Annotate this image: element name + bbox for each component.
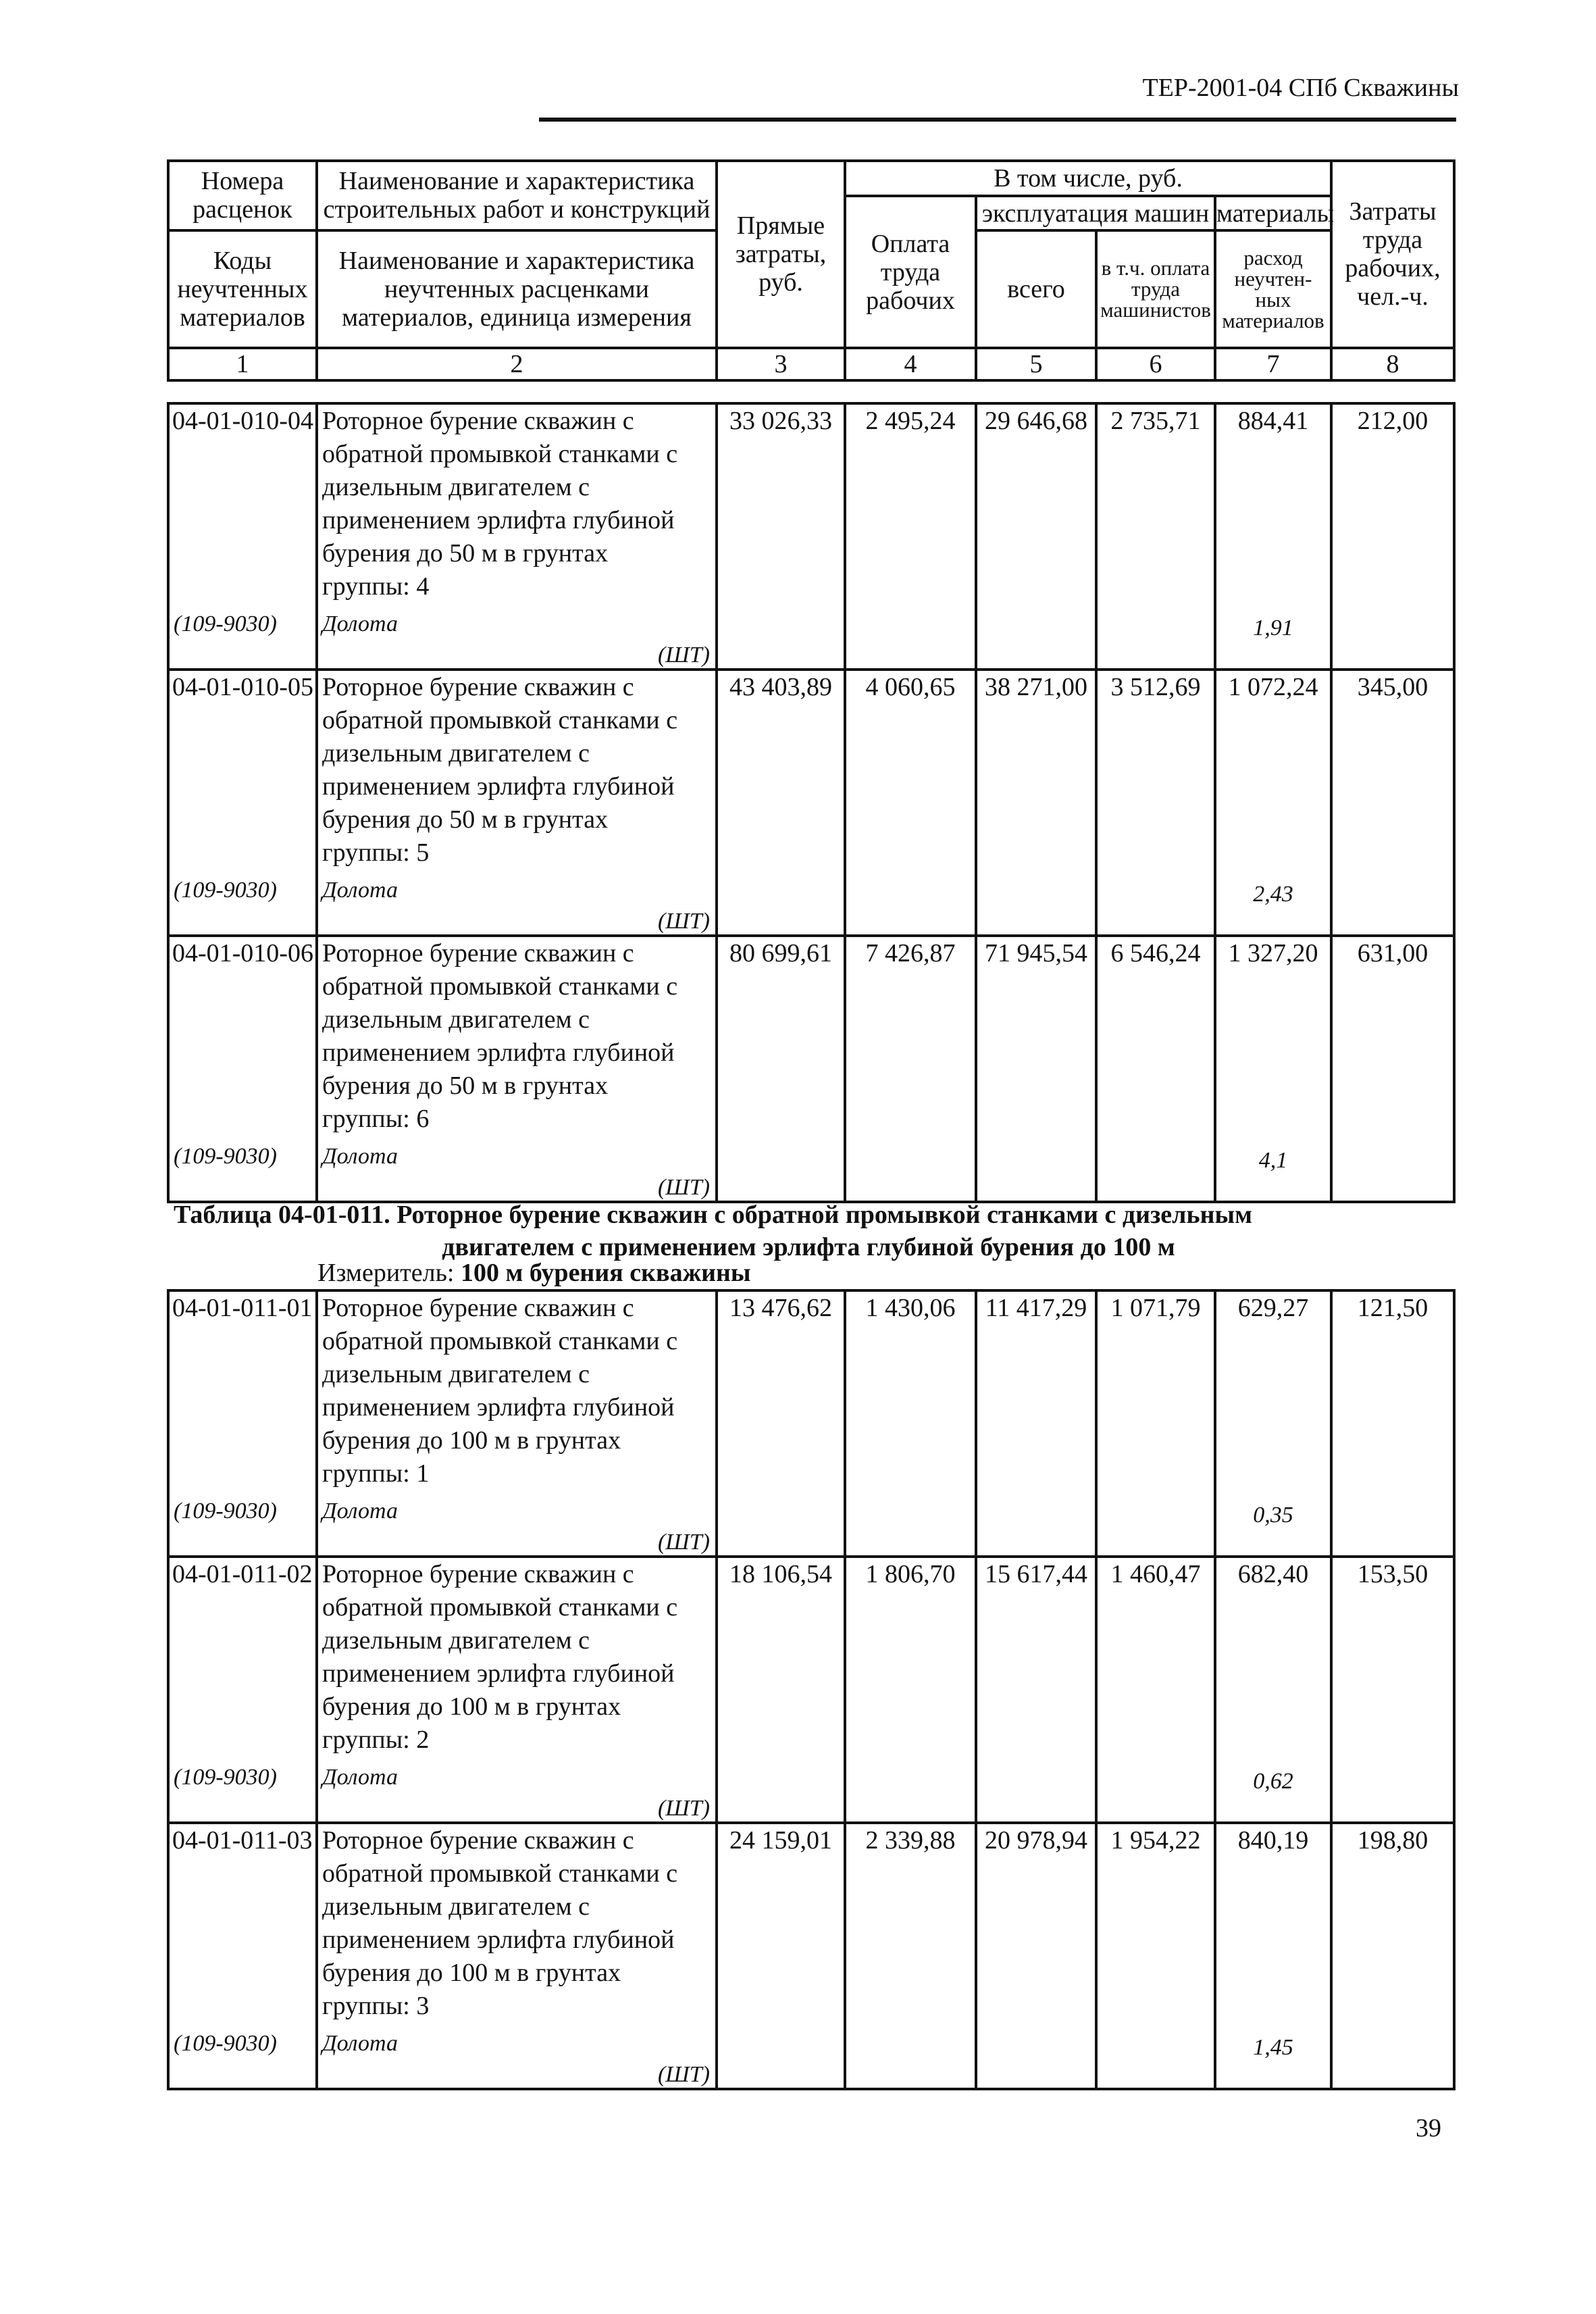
col-number: 2 [317,348,717,380]
material-code: (109-9030) [174,1499,277,1524]
material-quantity: 1,45 [1253,2035,1293,2060]
material-quantity: 1,91 [1253,615,1293,640]
table-caption-line1: Таблица 04-01-011. Роторное бурение скважин с обратной промывкой станками с дизельным [174,1201,1253,1229]
material-unit: (ШТ) [657,1530,710,1555]
table-row [168,936,1454,1202]
description-cell [317,1557,717,1823]
machine-labor: 3 512,69 [1096,670,1215,936]
material-unit: (ШТ) [657,643,710,668]
machine-labor: 1 954,22 [1096,1823,1215,2089]
page-number: 39 [1416,2114,1441,2142]
rate-code-cell [168,670,317,936]
col8-header: Затраты труда рабочих, чел.-ч. [1331,161,1454,348]
col-number: 4 [845,348,976,380]
direct-costs: 43 403,89 [717,670,845,936]
machine-total: 20 978,94 [976,1823,1096,2089]
material-unit: (ШТ) [657,2062,710,2087]
direct-costs: 13 476,62 [717,1290,845,1557]
materials-cell [1215,403,1331,670]
col-number: 5 [976,348,1096,380]
machine-total: 11 417,29 [976,1290,1096,1557]
labor-hours: 153,50 [1331,1557,1454,1823]
materials-cost: 1 072,24 [1228,673,1318,701]
material-name: Долота [322,1765,398,1790]
col2-header-bottom: Наименование и характеристика неучтенных расценками материалов, единица измерения [317,230,717,348]
description-cell [317,670,717,936]
rate-code: 04-01-011-01 [172,1294,313,1322]
material-name: Долота [322,2031,398,2056]
machine-labor: 2 735,71 [1096,403,1215,670]
column-header-table [167,159,1456,382]
material-unit: (ШТ) [657,1796,710,1821]
materials-header: материалы [1215,196,1331,230]
col5-header: всего [976,230,1096,348]
work-description: Роторное бурение скважин с обратной промывкой станками с дизельным двигателем с применением эрлифта глубиной бурения до 100 м в грунтах группы: 3 [322,1826,678,2020]
rate-code: 04-01-010-04 [172,407,313,435]
materials-cost: 1 327,20 [1228,939,1318,967]
material-code: (109-9030) [174,1144,277,1169]
table-row [168,1823,1454,2089]
measure-label: Измеритель: [317,1259,455,1287]
machine-labor: 1 460,47 [1096,1557,1215,1823]
machine-total: 71 945,54 [976,936,1096,1202]
col1-header-bottom: Коды неучтенных материалов [168,230,317,348]
description-cell [317,403,717,670]
col3-header: Прямые затраты, руб. [717,161,845,348]
col-number: 3 [717,348,845,380]
machine-total: 29 646,68 [976,403,1096,670]
material-code: (109-9030) [174,878,277,903]
group-header: В том числе, руб. [845,161,1331,196]
labor-hours: 121,50 [1331,1290,1454,1557]
labor-pay: 1 806,70 [845,1557,976,1823]
measure-unit [317,1258,751,1288]
col1-header-top: Номера расценок [168,161,317,230]
table-caption [174,1199,1356,1263]
material-code: (109-9030) [174,611,277,636]
labor-pay: 1 430,06 [845,1290,976,1557]
col2-header-top: Наименование и характеристика строительных работ и конструкций [317,161,717,230]
materials-cost: 884,41 [1237,407,1309,435]
material-name: Долота [322,878,398,903]
col7-header: расход неучтен- ных материалов [1215,230,1331,348]
col6-header: в т.ч. оплата труда машинистов [1096,230,1215,348]
work-description: Роторное бурение скважин с обратной промывкой станками с дизельным двигателем с применением эрлифта глубиной бурения до 100 м в грунтах группы: 1 [322,1294,678,1488]
description-cell [317,1823,717,2089]
material-unit: (ШТ) [657,909,710,934]
material-code: (109-9030) [174,1765,277,1790]
table-row [168,1557,1454,1823]
table-row [168,1290,1454,1557]
materials-cell [1215,1557,1331,1823]
labor-pay: 4 060,65 [845,670,976,936]
col-number: 7 [1215,348,1331,380]
rate-code-cell [168,1557,317,1823]
material-quantity: 2,43 [1253,882,1293,907]
table-caption-line2: двигателем с применением эрлифта глубиной бурения до 100 м [442,1233,1175,1261]
labor-pay: 2 495,24 [845,403,976,670]
rate-code: 04-01-011-03 [172,1826,313,1855]
materials-cell [1215,1290,1331,1557]
material-quantity: 0,62 [1253,1769,1293,1794]
material-name: Долота [322,611,398,636]
material-name: Долота [322,1144,398,1169]
measure-value: 100 м бурения скважины [461,1259,751,1287]
title-rule [539,118,1456,122]
work-description: Роторное бурение скважин с обратной промывкой станками с дизельным двигателем с применением эрлифта глубиной бурения до 100 м в грунтах группы: 2 [322,1560,678,1754]
material-quantity: 4,1 [1258,1148,1288,1173]
direct-costs: 33 026,33 [717,403,845,670]
labor-hours: 198,80 [1331,1823,1454,2089]
work-description: Роторное бурение скважин с обратной промывкой станками с дизельным двигателем с применением эрлифта глубиной бурения до 50 м в грунтах группы: 5 [322,673,678,867]
table-row [168,403,1454,670]
rate-code-cell [168,1290,317,1557]
material-unit: (ШТ) [657,1175,710,1200]
machines-header: эксплуатация машин [976,196,1215,230]
rates-table-010 [167,402,1456,1203]
direct-costs: 80 699,61 [717,936,845,1202]
rate-code-cell [168,936,317,1202]
rate-code: 04-01-010-05 [172,673,313,701]
material-name: Долота [322,1499,398,1524]
materials-cost: 840,19 [1237,1826,1309,1855]
col-number: 8 [1331,348,1454,380]
machine-total: 38 271,00 [976,670,1096,936]
work-description: Роторное бурение скважин с обратной промывкой станками с дизельным двигателем с применением эрлифта глубиной бурения до 50 м в грунтах группы: 4 [322,407,678,601]
direct-costs: 24 159,01 [717,1823,845,2089]
direct-costs: 18 106,54 [717,1557,845,1823]
materials-cost: 629,27 [1237,1294,1309,1322]
labor-pay: 7 426,87 [845,936,976,1202]
materials-cell [1215,936,1331,1202]
machine-labor: 6 546,24 [1096,936,1215,1202]
rate-code: 04-01-011-02 [172,1560,313,1588]
description-cell [317,936,717,1202]
col-number: 6 [1096,348,1215,380]
rate-code-cell [168,1823,317,2089]
labor-pay: 2 339,88 [845,1823,976,2089]
materials-cell [1215,670,1331,936]
table-row [168,670,1454,936]
col4-header: Оплата труда рабочих [845,196,976,347]
work-description: Роторное бурение скважин с обратной промывкой станками с дизельным двигателем с применением эрлифта глубиной бурения до 50 м в грунтах группы: 6 [322,939,678,1133]
rate-code-cell [168,403,317,670]
machine-total: 15 617,44 [976,1557,1096,1823]
materials-cell [1215,1823,1331,2089]
material-code: (109-9030) [174,2031,277,2056]
description-cell [317,1290,717,1557]
rates-table-011 [167,1289,1456,2090]
materials-cost: 682,40 [1237,1560,1309,1588]
labor-hours: 631,00 [1331,936,1454,1202]
rate-code: 04-01-010-06 [172,939,313,967]
labor-hours: 212,00 [1331,403,1454,670]
labor-hours: 345,00 [1331,670,1454,936]
document-title: ТЕР-2001-04 СПб Скважины [1142,74,1459,102]
material-quantity: 0,35 [1253,1503,1293,1528]
col-number: 1 [168,348,317,380]
machine-labor: 1 071,79 [1096,1290,1215,1557]
